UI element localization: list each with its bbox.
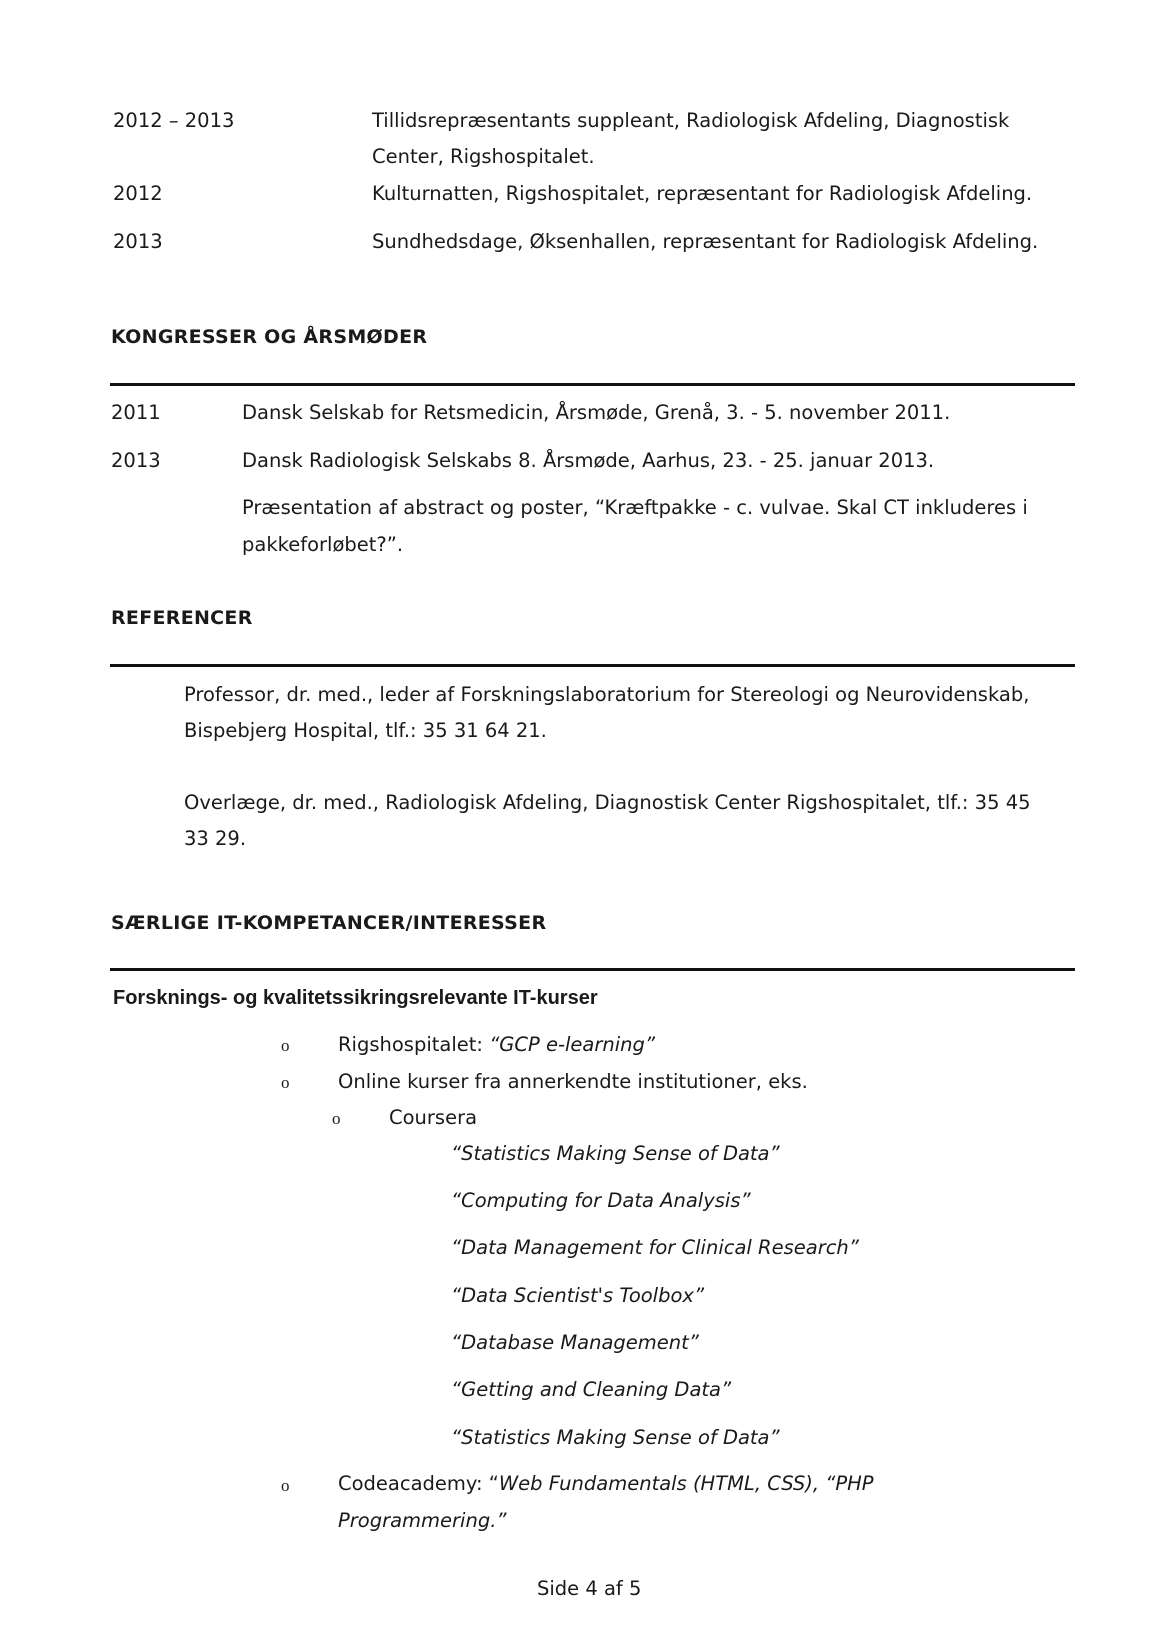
course-title: “Database Management” — [451, 1331, 699, 1354]
congress-text: Dansk Selskab for Retsmedicin, Årsmøde, Grenå, 3. - 5. november 2011. — [242, 401, 951, 424]
reference-text-cont: 33 29. — [184, 827, 247, 850]
activity-year: 2012 — [113, 182, 163, 205]
congress-note: Præsentation af abstract og poster, “Kræftpakke - c. vulvae. Skal CT inkluderes i — [242, 496, 1028, 519]
course-title: “Statistics Making Sense of Data” — [451, 1426, 780, 1449]
section-divider — [110, 383, 1075, 386]
activity-text: Tillidsrepræsentants suppleant, Radiologisk Afdeling, Diagnostisk — [372, 109, 1010, 132]
congress-note-cont: pakkeforløbet?”. — [242, 533, 404, 556]
bullet-icon: o — [281, 1476, 290, 1495]
list-item: Coursera — [389, 1106, 478, 1129]
bullet-icon: o — [332, 1109, 341, 1128]
course-title: “GCP e-learning” — [489, 1033, 656, 1056]
reference-text: Professor, dr. med., leder af Forskningslaboratorium for Stereologi og Neurovidenskab, — [184, 683, 1030, 706]
course-title: “Getting and Cleaning Data” — [451, 1378, 732, 1401]
section-divider — [110, 664, 1075, 667]
list-item — [338, 1466, 874, 1502]
reference-text-cont: Bispebjerg Hospital, tlf.: 35 31 64 21. — [184, 719, 547, 742]
section-heading-it: SÆRLIGE IT-KOMPETANCER/INTERESSER — [111, 912, 547, 934]
course-title: “Computing for Data Analysis” — [451, 1189, 751, 1212]
section-divider — [110, 968, 1075, 971]
list-item-label: Codeacademy: “ — [338, 1472, 499, 1495]
section-heading-references: REFERENCER — [111, 607, 253, 629]
course-title: “Data Scientist's Toolbox” — [451, 1284, 705, 1307]
activity-text-cont: Center, Rigshospitalet. — [372, 145, 595, 168]
course-title: “Statistics Making Sense of Data” — [451, 1142, 780, 1165]
activity-text: Sundhedsdage, Øksenhallen, repræsentant for Radiologisk Afdeling. — [372, 230, 1039, 253]
course-title-cont: Programmering.” — [338, 1509, 507, 1532]
activity-year: 2013 — [113, 230, 163, 253]
congress-text: Dansk Radiologisk Selskabs 8. Årsmøde, Aarhus, 23. - 25. januar 2013. — [242, 449, 935, 472]
section-heading-congresses: KONGRESSER OG ÅRSMØDER — [111, 326, 428, 348]
it-subheading: Forsknings- og kvalitetssikringsrelevante IT-kurser — [113, 987, 598, 1009]
bullet-icon: o — [281, 1036, 290, 1055]
course-title: Web Fundamentals (HTML, CSS), “PHP — [498, 1472, 874, 1495]
activity-text: Kulturnatten, Rigshospitalet, repræsentant for Radiologisk Afdeling. — [372, 182, 1033, 205]
reference-text: Overlæge, dr. med., Radiologisk Afdeling, Diagnostisk Center Rigshospitalet, tlf.: 35 45 — [184, 791, 1031, 814]
list-item — [338, 1027, 655, 1063]
list-item: Online kurser fra annerkendte institutioner, eks. — [338, 1070, 808, 1093]
list-item-label: Rigshospitalet: — [338, 1033, 490, 1056]
congress-year: 2011 — [111, 401, 161, 424]
activity-year: 2012 – 2013 — [113, 109, 235, 132]
bullet-icon: o — [281, 1073, 290, 1092]
congress-year: 2013 — [111, 449, 161, 472]
course-title: “Data Management for Clinical Research” — [451, 1236, 859, 1259]
page-number: Side 4 af 5 — [537, 1577, 642, 1600]
